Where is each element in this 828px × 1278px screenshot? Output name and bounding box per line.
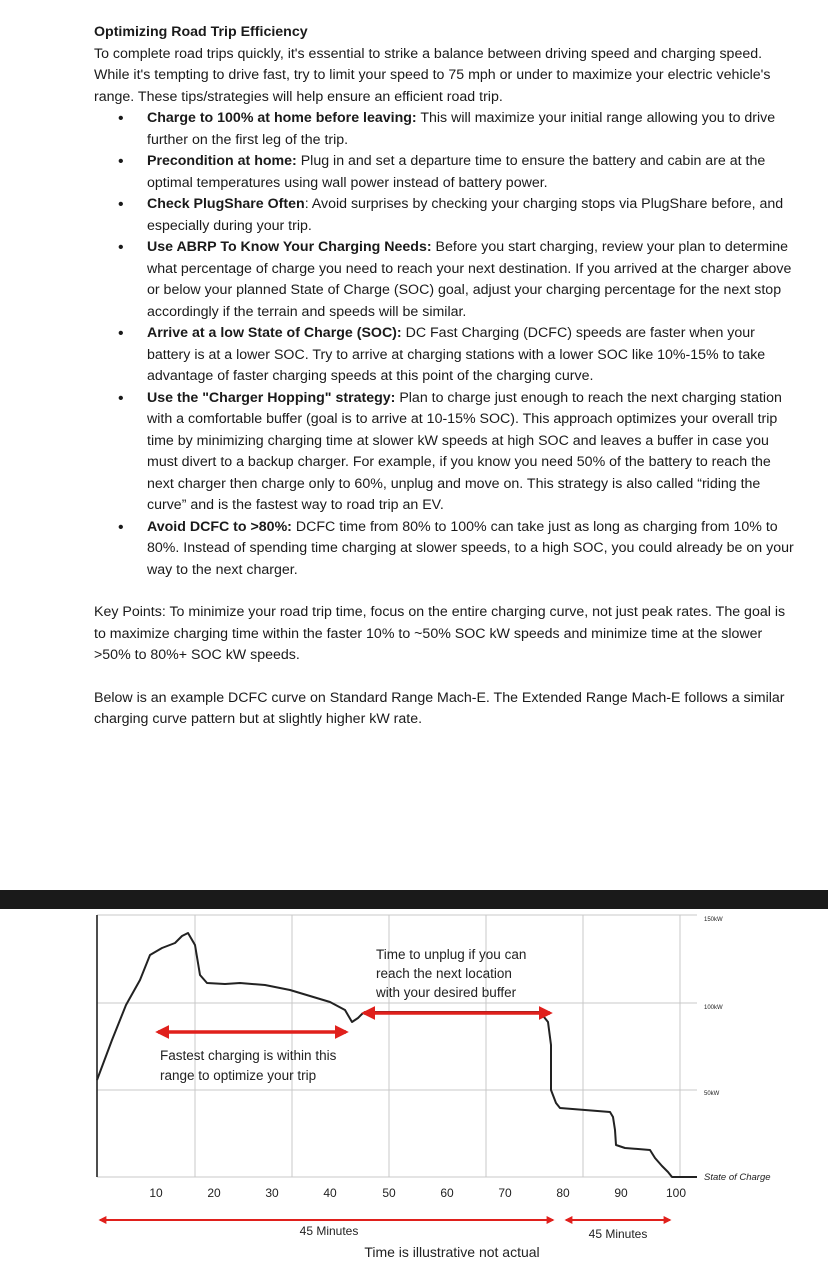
bullet-icon: • xyxy=(118,110,124,127)
bullet-icon: • xyxy=(118,153,124,170)
image-top-bar xyxy=(0,890,828,909)
tip-heading: Use ABRP To Know Your Charging Needs: xyxy=(147,239,432,255)
x-tick-label: 90 xyxy=(614,1186,628,1200)
unplug-note-line: reach the next location xyxy=(376,966,512,981)
y-tick-label: 50kW xyxy=(704,1091,720,1097)
unplug-note-line: with your desired buffer xyxy=(376,985,517,1000)
list-item xyxy=(94,237,794,323)
tip-text: : Avoid surprises by checking your charging stops via PlugShare before, and especially during your trip. xyxy=(147,196,784,234)
bullet-icon: • xyxy=(118,325,124,342)
fastest-note-line: range to optimize your trip xyxy=(160,1068,317,1083)
x-tick-label: 50 xyxy=(382,1186,396,1200)
tip-heading: Avoid DCFC to >80%: xyxy=(147,518,292,535)
tip-heading: Precondition at home: xyxy=(147,153,297,169)
bullet-icon: • xyxy=(118,518,124,536)
tip-heading: Arrive at a low State of Charge (SOC): xyxy=(147,325,402,341)
bullet-icon: • xyxy=(118,196,124,213)
x-tick-label: 70 xyxy=(498,1186,512,1200)
x-tick-label: 80 xyxy=(556,1186,570,1200)
x-axis-title: State of Charge xyxy=(704,1172,771,1183)
y-tick-label: 100kW xyxy=(704,1005,723,1011)
tip-heading: Use the "Charger Hopping" strategy: xyxy=(147,389,396,406)
tip-text: Plug in and set a departure time to ensure the battery and cabin are at the optimal temperatures using wall power instead of battery power. xyxy=(147,153,766,191)
list-item xyxy=(94,323,794,388)
fastest-note-line: Fastest charging is within this xyxy=(160,1048,337,1063)
list-item xyxy=(94,108,794,151)
x-tick-label: 100 xyxy=(665,1186,687,1200)
x-tick-label: 40 xyxy=(323,1186,337,1200)
list-item xyxy=(94,194,794,237)
intro-paragraph: To complete road trips quickly, it's essential to strike a balance between driving speed and charging speed. While it's tempting to drive fast, try to limit your speed to 75 mph or under to maximize your electric vehicle's range. These tips/strategies will help ensure an efficient road trip. xyxy=(94,45,771,105)
bullet-icon: • xyxy=(118,389,124,407)
list-item xyxy=(94,388,794,517)
tip-text: This will maximize your initial range allowing you to drive further on the first leg of the trip. xyxy=(147,110,776,148)
tip-text: DCFC time from 80% to 100% can take just as long as charging from 10% to 80%. Instead of spending time charging at slower speeds, to a high SOC, you could already be on your way to the next charger. xyxy=(147,518,794,578)
tip-text: Before you start charging, review your plan to determine what percentage of charge you need to reach your next destination. If you arrived at the charger above or below your planned State of Charge (SOC) goal, adjust your charging percentage for the next stop accordingly if the terrain and speeds will be similar. xyxy=(147,239,792,320)
key-points-paragraph: Key Points: To minimize your road trip time, focus on the entire charging curve, not just peak rates. The goal is to maximize charging time within the faster 10% to ~50% SOC kW speeds and minimize time at the slower >50% to 80%+ SOC kW speeds. xyxy=(94,604,786,663)
list-item xyxy=(94,151,794,194)
y-tick-label: 150kW xyxy=(704,917,723,923)
document xyxy=(94,22,794,731)
bullet-icon: • xyxy=(118,239,124,256)
tip-text: Plan to charge just enough to reach the next charging station with a comfortable buffer (goal is to arrive at 10-15% SOC). This approach optimizes your overall trip time by minimizing charging time at slower kW speeds at high SOC and leaves a buffer in case you must divert to a backup charger. For example, if you know you need 50% of the battery to reach the next charger then charge only to 60%, unplug and move on. This strategy is also called “riding the curve” and is the fastest way to road trip an EV. xyxy=(147,389,782,513)
time-right-label: 45 Minutes xyxy=(588,1227,648,1241)
time-left-label: 45 Minutes xyxy=(299,1224,359,1238)
charging-curve-chart xyxy=(0,909,828,1278)
unplug-note-line: Time to unplug if you can xyxy=(376,947,527,962)
chart-footnote: Time is illustrative not actual xyxy=(364,1244,540,1260)
x-tick-label: 30 xyxy=(265,1186,279,1200)
list-item xyxy=(94,517,794,582)
tip-heading: Charge to 100% at home before leaving: xyxy=(147,110,417,126)
x-tick-label: 10 xyxy=(149,1186,163,1200)
tip-heading: Check PlugShare Often xyxy=(147,196,305,212)
document-title: Optimizing Road Trip Efficiency xyxy=(94,24,308,40)
tips-list xyxy=(94,108,794,581)
x-tick-label: 60 xyxy=(440,1186,454,1200)
example-paragraph: Below is an example DCFC curve on Standard Range Mach-E. The Extended Range Mach-E follows a similar charging curve pattern but at slightly higher kW rate. xyxy=(94,689,785,727)
tip-text: DC Fast Charging (DCFC) speeds are faster when your battery is at a lower SOC. Try to arrive at charging stations with a lower SOC like 10%-15% to take advantage of faster charging speeds at this point of the charging curve. xyxy=(147,325,766,384)
x-tick-label: 20 xyxy=(207,1186,221,1200)
